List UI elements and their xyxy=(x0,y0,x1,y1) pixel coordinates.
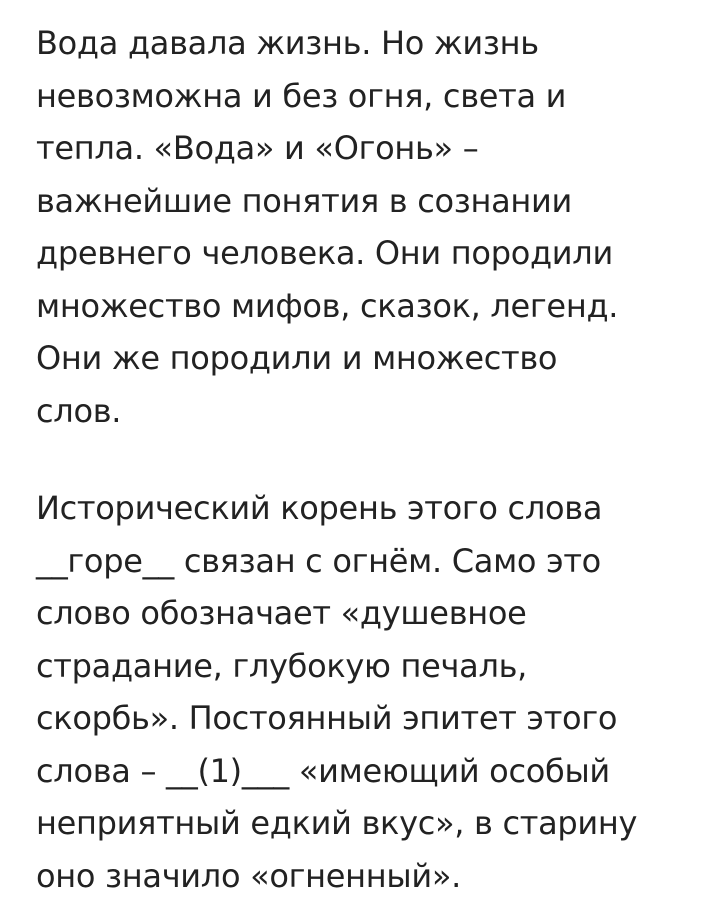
text-line: тепла. «Вода» и «Огонь» – xyxy=(36,129,479,167)
text-line: важнейшие понятия в сознании xyxy=(36,181,573,220)
text-line: древнего человека. Они породили xyxy=(36,234,613,272)
text-line: скорбь». Постоянный эпитет этого xyxy=(36,699,618,737)
paragraph-historical-root xyxy=(36,482,696,902)
text-line: слова – __(1)___ «имеющий особый xyxy=(36,751,610,790)
text-line: слов. xyxy=(36,391,122,430)
text-line: Исторический корень этого слова xyxy=(36,489,603,527)
text-line: множество мифов, сказок, легенд. xyxy=(36,286,619,325)
text-line: Вода давала жизнь. Но жизнь xyxy=(36,24,539,62)
text-line: неприятный едкий вкус», в старину xyxy=(36,804,638,842)
text-line: слово обозначает «душевное xyxy=(36,594,527,632)
text-line: невозможна и без огня, света и xyxy=(36,76,567,115)
text-line: оно значило «огненный». xyxy=(36,856,462,895)
text-line: __горе__ связан с огнём. Само это xyxy=(36,541,601,580)
paragraph-water-fire xyxy=(36,17,696,437)
text-line: страдание, глубокую печаль, xyxy=(36,646,528,685)
text-line: Они же породили и множество xyxy=(36,339,558,377)
